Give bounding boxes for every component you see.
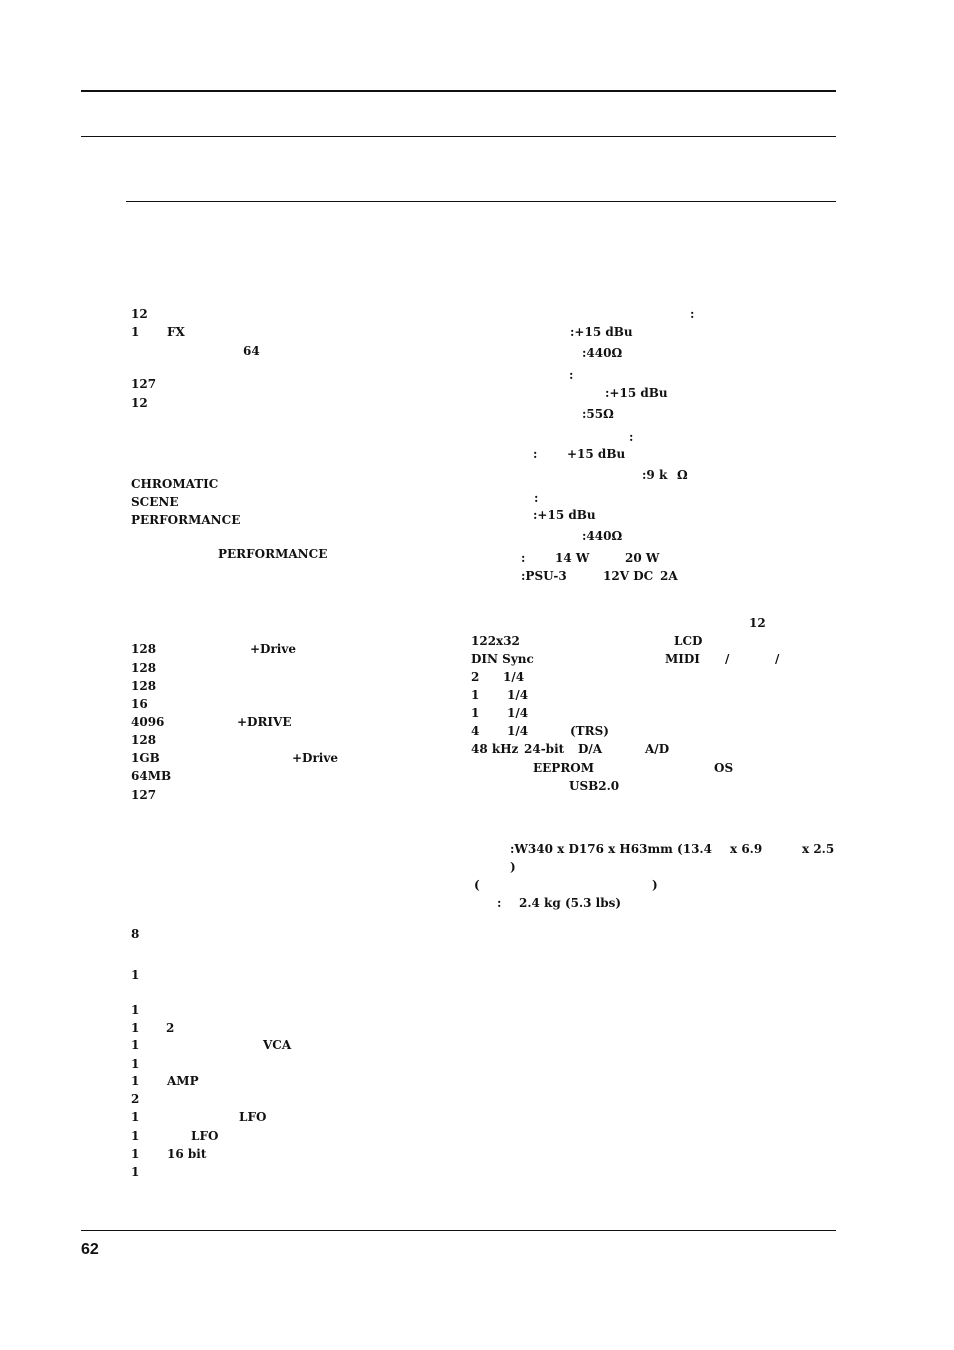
right-spec-line-23-seg-1: EEPROM	[533, 761, 595, 775]
right-spec-line-21-seg-3: (TRS)	[570, 724, 609, 738]
right-spec-line-9-seg-1: :9 k	[642, 468, 668, 482]
left-spec-line-5-seg-1: 12	[131, 396, 148, 410]
left-spec-line-9-seg-1: PERFORMANCE	[218, 547, 328, 561]
right-spec-line-13-seg-1: :	[521, 551, 526, 565]
right-spec-line-22-seg-4: A/D	[645, 742, 670, 756]
right-spec-line-13-seg-2: 14 W	[555, 551, 590, 565]
left-spec-line-28-seg-2: LFO	[191, 1129, 219, 1143]
left-spec-line-3-seg-1: 64	[243, 344, 260, 358]
right-spec-line-1-seg-1: :	[690, 307, 695, 321]
left-spec-line-17-seg-1: 64MB	[131, 769, 172, 783]
left-spec-line-15-seg-1: 128	[131, 733, 157, 747]
right-spec-line-5-seg-1: :+15 dBu	[605, 386, 668, 400]
left-spec-line-30-seg-1: 1	[131, 1165, 140, 1179]
left-spec-line-21-seg-1: 1	[131, 1003, 140, 1017]
right-spec-line-19-seg-2: 1/4	[507, 688, 529, 702]
right-spec-line-20-seg-2: 1/4	[507, 706, 529, 720]
right-spec-line-6-seg-1: :55Ω	[582, 407, 614, 421]
left-spec-line-2-seg-2: FX	[167, 325, 185, 339]
left-spec-line-29-seg-1: 1	[131, 1147, 140, 1161]
right-spec-line-9-seg-2: Ω	[677, 468, 688, 482]
header-rule-top	[81, 90, 836, 92]
right-spec-line-14-seg-1: :PSU-3	[521, 569, 567, 583]
left-spec-line-25-seg-1: 1	[131, 1074, 140, 1088]
right-spec-line-24-seg-1: USB2.0	[569, 779, 620, 793]
right-spec-line-4-seg-1: :	[569, 368, 574, 382]
left-spec-line-1-seg-1: 12	[131, 307, 148, 321]
left-spec-line-19-seg-1: 8	[131, 927, 140, 941]
left-spec-line-22-seg-2: 2	[166, 1021, 175, 1035]
left-spec-line-25-seg-2: AMP	[167, 1074, 199, 1088]
right-spec-line-12-seg-1: :440Ω	[582, 529, 623, 543]
right-spec-line-27-seg-1: (	[474, 878, 480, 892]
left-spec-line-6-seg-1: CHROMATIC	[131, 477, 219, 491]
right-spec-line-27-seg-2: )	[652, 878, 658, 892]
left-spec-line-24-seg-1: 1	[131, 1057, 140, 1071]
left-spec-line-29-seg-2: 16 bit	[167, 1147, 207, 1161]
right-spec-line-2-seg-1: :+15 dBu	[570, 325, 633, 339]
right-spec-line-25-seg-1: :W340 x D176 x H63mm (13.4	[510, 842, 712, 856]
left-spec-line-27-seg-1: 1	[131, 1110, 140, 1124]
left-spec-line-23-seg-1: 1	[131, 1038, 140, 1052]
left-spec-line-12-seg-1: 128	[131, 679, 157, 693]
left-spec-line-10-seg-2: +Drive	[250, 642, 296, 656]
left-spec-line-28-seg-1: 1	[131, 1129, 140, 1143]
left-spec-line-14-seg-2: +DRIVE	[237, 715, 292, 729]
right-spec-line-11-seg-1: :+15 dBu	[533, 508, 596, 522]
right-spec-line-18-seg-1: 2	[471, 670, 480, 684]
right-spec-line-15-seg-1: 12	[749, 616, 766, 630]
left-spec-line-20-seg-1: 1	[131, 968, 140, 982]
left-spec-line-18-seg-1: 127	[131, 788, 157, 802]
right-spec-line-22-seg-2: 24-bit	[524, 742, 565, 756]
left-spec-line-16-seg-2: +Drive	[292, 751, 338, 765]
right-spec-line-17-seg-4: /	[775, 652, 780, 666]
right-spec-line-10-seg-1: :	[534, 491, 539, 505]
left-spec-line-7-seg-1: SCENE	[131, 495, 179, 509]
left-spec-line-23-seg-2: VCA	[263, 1038, 292, 1052]
right-spec-line-8-seg-1: :	[533, 447, 538, 461]
right-spec-line-17-seg-2: MIDI	[665, 652, 700, 666]
left-spec-line-11-seg-1: 128	[131, 661, 157, 675]
left-spec-line-8-seg-1: PERFORMANCE	[131, 513, 241, 527]
left-spec-line-13-seg-1: 16	[131, 697, 148, 711]
right-spec-line-23-seg-2: OS	[714, 761, 734, 775]
header-rule-middle	[81, 136, 836, 137]
right-spec-line-16-seg-2: LCD	[674, 634, 703, 648]
left-spec-line-4-seg-1: 127	[131, 377, 157, 391]
right-spec-line-22-seg-3: D/A	[578, 742, 603, 756]
right-spec-line-17-seg-1: DIN Sync	[471, 652, 534, 666]
right-spec-line-18-seg-2: 1/4	[503, 670, 525, 684]
right-spec-line-14-seg-2: 12V DC	[603, 569, 654, 583]
left-spec-line-22-seg-1: 1	[131, 1021, 140, 1035]
section-rule	[126, 201, 836, 202]
right-spec-line-21-seg-2: 1/4	[507, 724, 529, 738]
left-spec-line-27-seg-2: LFO	[239, 1110, 267, 1124]
left-spec-line-14-seg-1: 4096	[131, 715, 165, 729]
right-spec-line-14-seg-3: 2A	[660, 569, 678, 583]
right-spec-line-17-seg-3: /	[725, 652, 730, 666]
right-spec-line-3-seg-1: :440Ω	[582, 346, 623, 360]
left-spec-line-26-seg-1: 2	[131, 1092, 140, 1106]
right-spec-line-13-seg-3: 20 W	[625, 551, 660, 565]
right-spec-line-7-seg-1: :	[629, 430, 634, 444]
right-spec-line-28-seg-1: :	[497, 896, 502, 910]
right-spec-line-19-seg-1: 1	[471, 688, 480, 702]
right-spec-line-26-seg-1: )	[510, 860, 516, 874]
right-spec-line-22-seg-1: 48 kHz	[471, 742, 519, 756]
right-spec-line-21-seg-1: 4	[471, 724, 480, 738]
right-spec-line-25-seg-3: x 2.5	[802, 842, 835, 856]
right-spec-line-20-seg-1: 1	[471, 706, 480, 720]
left-spec-line-10-seg-1: 128	[131, 642, 157, 656]
footer-rule	[81, 1230, 836, 1231]
left-spec-line-2-seg-1: 1	[131, 325, 140, 339]
left-spec-line-16-seg-1: 1GB	[131, 751, 160, 765]
right-spec-line-16-seg-1: 122x32	[471, 634, 520, 648]
right-spec-line-8-seg-2: +15 dBu	[567, 447, 626, 461]
right-spec-line-25-seg-2: x 6.9	[730, 842, 763, 856]
page-number: 62	[81, 1241, 99, 1258]
right-spec-line-28-seg-2: 2.4 kg (5.3 lbs)	[519, 896, 622, 910]
